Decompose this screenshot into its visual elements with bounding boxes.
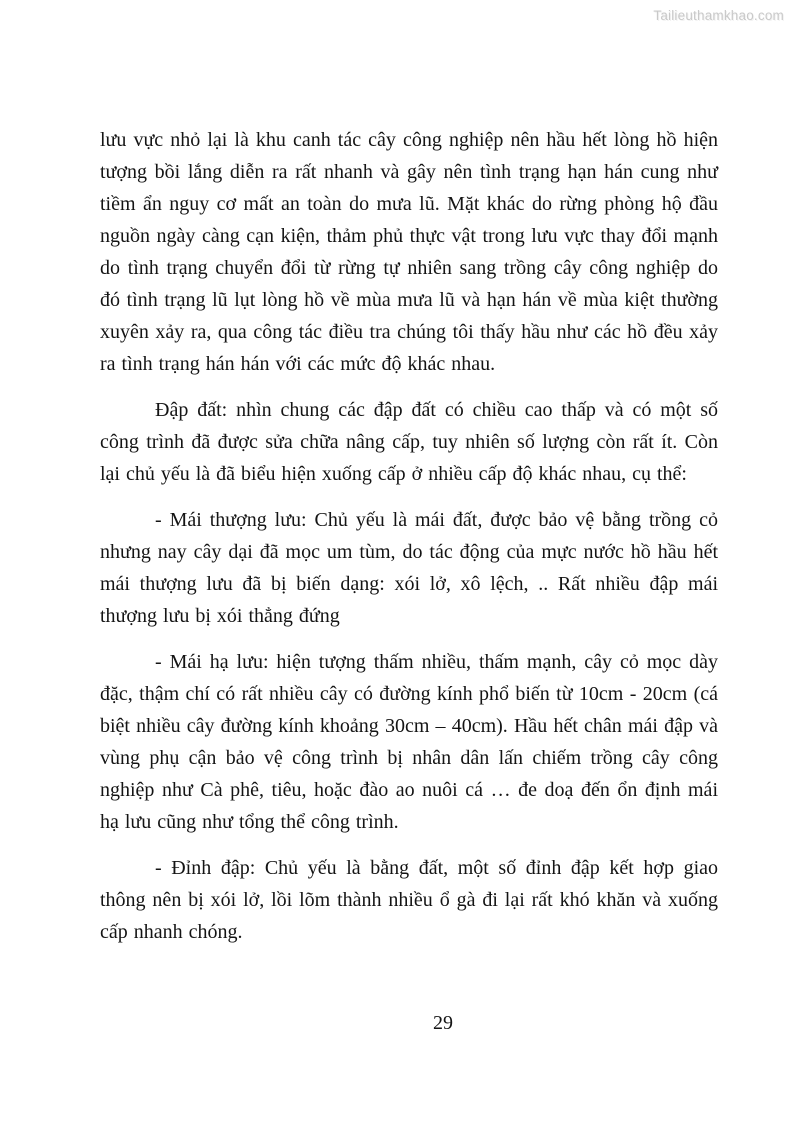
paragraph: - Mái hạ lưu: hiện tượng thấm nhiều, thấm mạnh, cây cỏ mọc dày đặc, thậm chí có rất nhiều cây có đường kính phổ biến từ 10cm - 20cm (cá biệt nhiều cây đường kính khoảng 30cm – 40cm). Hầu hết chân mái đập và vùng phụ cận bảo vệ công trình bị nhân dân lấn chiếm trồng cây công nghiệp như Cà phê, tiêu, hoặc đào ao nuôi cá … đe doạ đến ổn định mái hạ lưu cũng như tổng thể công trình. [100, 651, 718, 833]
paragraph: - Mái thượng lưu: Chủ yếu là mái đất, được bảo vệ bằng trồng cỏ nhưng nay cây dại đã mọc um tùm, do tác động của mực nước hồ hầu hết mái thượng lưu đã bị biến dạng: xói lở, xô lệch, .. Rất nhiều đập mái thượng lưu bị xói thẳng đứng [100, 509, 718, 627]
document-body [100, 124, 718, 962]
watermark: Tailieuthamkhao.com [653, 8, 784, 23]
paragraph: - Đỉnh đập: Chủ yếu là bằng đất, một số đỉnh đập kết hợp giao thông nên bị xói lở, lồi lõm thành nhiều ổ gà đi lại rất khó khăn và xuống cấp nhanh chóng. [100, 857, 718, 943]
paragraph: lưu vực nhỏ lại là khu canh tác cây công nghiệp nên hầu hết lòng hồ hiện tượng bồi lắng diễn ra rất nhanh và gây nên tình trạng hạn hán cung như tiềm ẩn nguy cơ mất an toàn do mưa lũ. Mặt khác do rừng phòng hộ đầu nguồn ngày càng cạn kiện, thảm phủ thực vật trong lưu vực thay đổi mạnh do tình trạng chuyển đổi từ rừng tự nhiên sang trồng cây công nghiệp do đó tình trạng lũ lụt lòng hồ về mùa mưa lũ và hạn hán về mùa kiệt thường xuyên xảy ra, qua công tác điều tra chúng tôi thấy hầu như các hồ đều xảy ra tình trạng hán hán với các mức độ khác nhau. [100, 129, 718, 375]
page-number: 29 [433, 1012, 453, 1034]
paragraph: Đập đất: nhìn chung các đập đất có chiều cao thấp và có một số công trình đã được sửa chữa nâng cấp, tuy nhiên số lượng còn rất ít. Còn lại chủ yếu là đã biểu hiện xuống cấp ở nhiều cấp độ khác nhau, cụ thể: [100, 399, 718, 485]
